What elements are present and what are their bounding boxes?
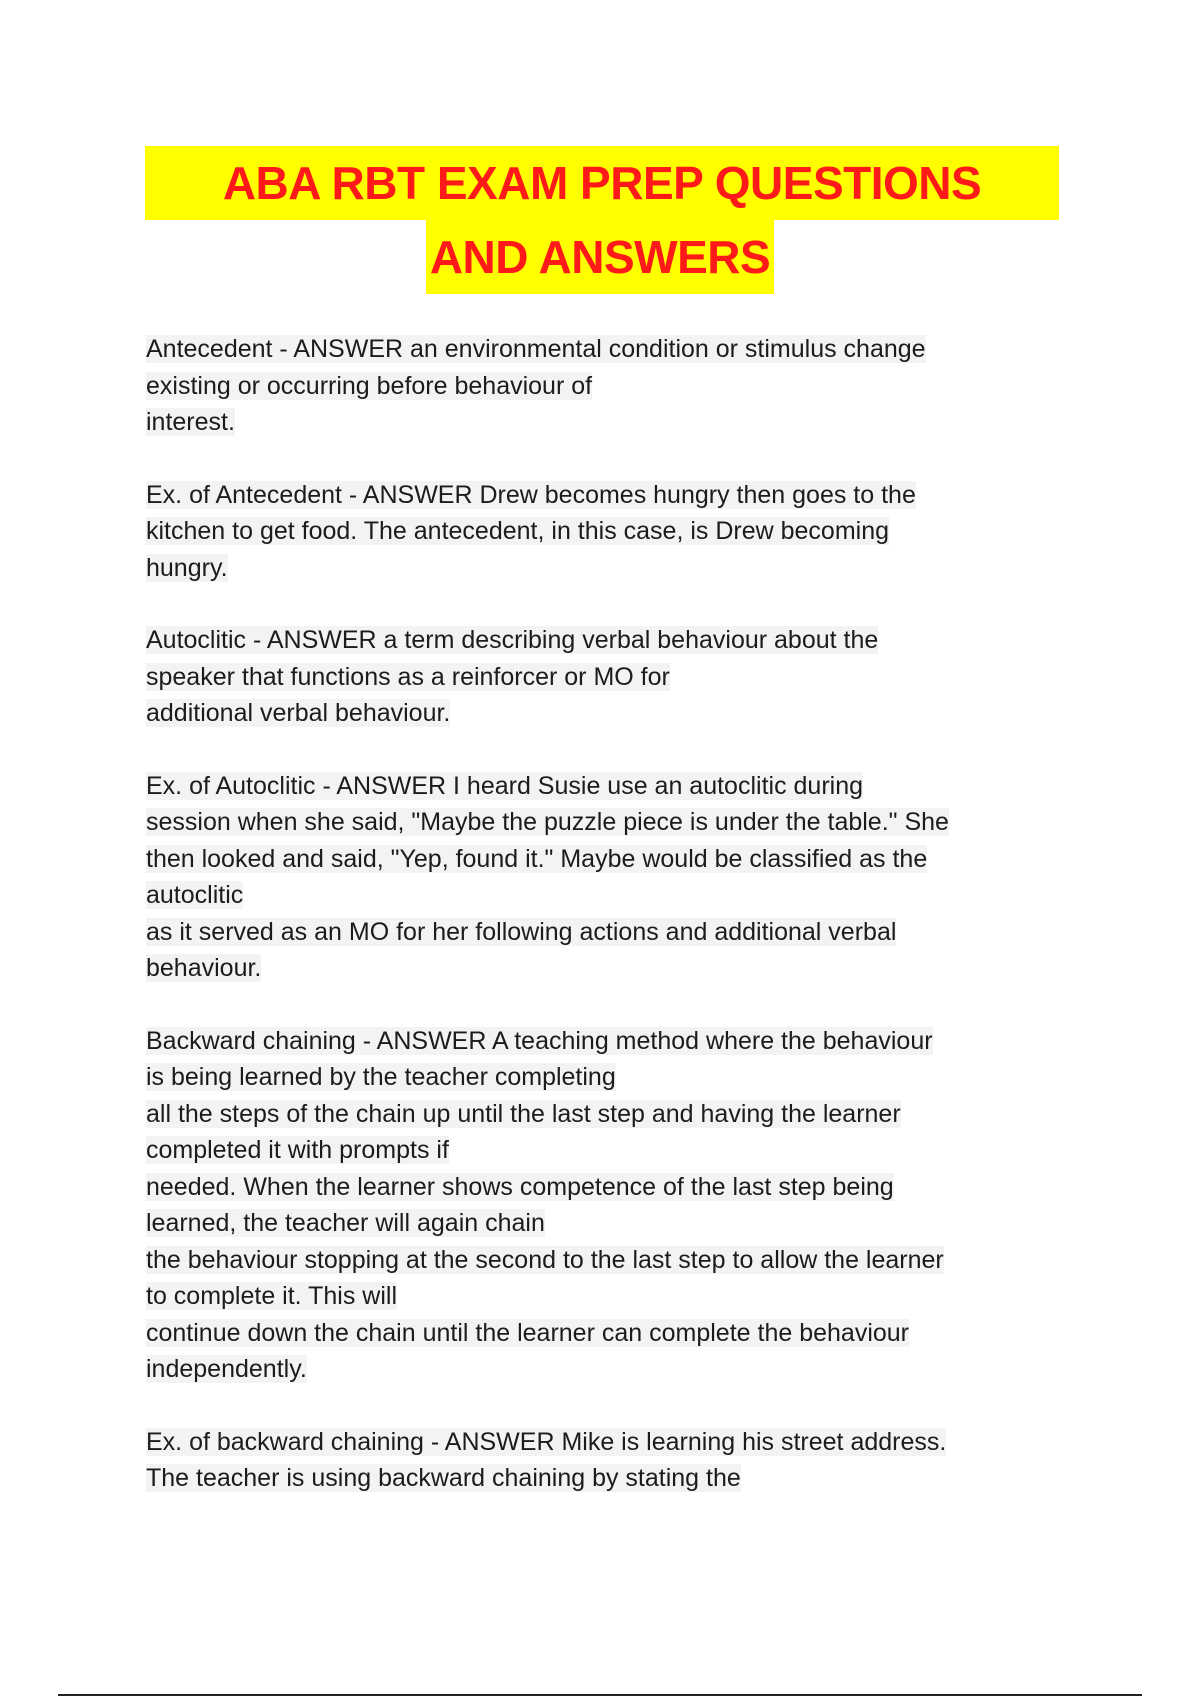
text-line: behaviour. [146,954,262,982]
qa-entry-ex-autoclitic [146,768,1066,987]
title-line-2: AND ANSWERS [426,220,774,294]
text-line: needed. When the learner shows competence of the last step being [146,1172,894,1201]
text-line: to complete it. This will [146,1282,398,1310]
qa-entry-ex-antecedent [146,477,1066,587]
text-line: interest. [146,408,235,436]
text-line: Backward chaining - ANSWER A teaching method where the behaviour [146,1026,933,1055]
text-line: existing or occurring before behaviour of [146,371,593,400]
text-line: the behaviour stopping at the second to the last step to allow the learner [146,1245,944,1274]
footer-divider [58,1694,1142,1696]
qa-list [146,331,1066,1533]
text-line: completed it with prompts if [146,1136,449,1164]
text-line: additional verbal behaviour. [146,699,451,727]
text-line: learned, the teacher will again chain [146,1209,545,1237]
text-line: Ex. of Autoclitic - ANSWER I heard Susie use an autoclitic during [146,771,864,800]
qa-entry-autoclitic [146,622,1066,732]
text-line: kitchen to get food. The antecedent, in this case, is Drew becoming [146,517,890,545]
text-line: as it served as an MO for her following actions and additional verbal [146,917,897,946]
text-line: hungry. [146,553,228,582]
text-line: continue down the chain until the learner can complete the behaviour [146,1318,910,1347]
text-line: then looked and said, "Yep, found it." Maybe would be classified as the [146,844,928,873]
title-line-1: ABA RBT EXAM PREP QUESTIONS [145,146,1059,220]
text-line: is being learned by the teacher completing [146,1063,616,1091]
text-line: autoclitic [146,881,244,909]
text-line: Ex. of Antecedent - ANSWER Drew becomes hungry then goes to the [146,480,916,509]
text-line: session when she said, "Maybe the puzzle piece is under the table." She [146,808,949,836]
document-title [145,146,1055,294]
text-line: independently. [146,1355,307,1383]
text-line: all the steps of the chain up until the last step and having the learner [146,1099,901,1128]
qa-entry-backward-chaining [146,1023,1066,1388]
qa-entry-ex-backward-chaining [146,1424,1066,1497]
text-line: Autoclitic - ANSWER a term describing verbal behaviour about the [146,626,879,654]
text-line: Antecedent - ANSWER an environmental condition or stimulus change [146,335,926,363]
text-line: Ex. of backward chaining - ANSWER Mike is learning his street address. [146,1427,947,1456]
qa-entry-antecedent [146,331,1066,441]
text-line: speaker that functions as a reinforcer or MO for [146,662,670,691]
text-line: The teacher is using backward chaining by stating the [146,1464,741,1492]
